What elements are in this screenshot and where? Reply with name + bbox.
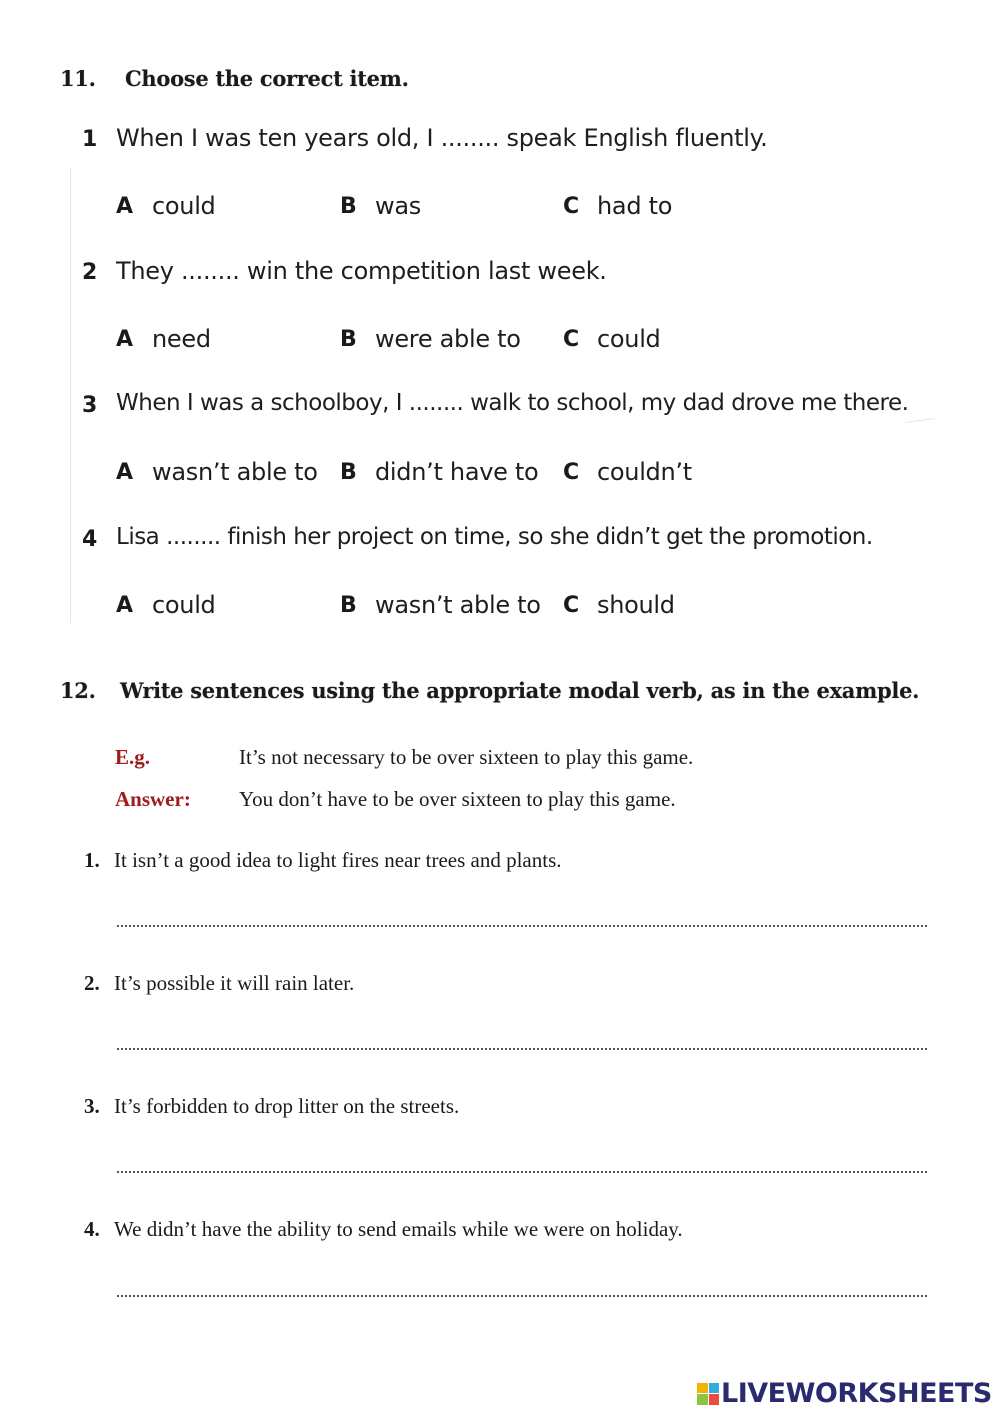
- section-11-title: Choose the correct item.: [125, 66, 409, 91]
- section-11-number: 11.: [60, 66, 96, 91]
- question-2-option-b[interactable]: were able to: [375, 325, 521, 353]
- question-4-text: Lisa ........ finish her project on time, so she didn’t get the promotion.: [116, 524, 873, 550]
- question-3-text: When I was a schoolboy, I ........ walk to school, my dad drove me there.: [116, 390, 909, 416]
- question-2-option-c-letter[interactable]: C: [563, 327, 580, 352]
- logo-text: LIVEWORKSHEETS: [721, 1378, 992, 1409]
- question-2-option-b-letter[interactable]: B: [340, 327, 357, 352]
- question-3-option-c-letter[interactable]: C: [563, 460, 580, 485]
- exercise-4-number: 4.: [84, 1217, 100, 1241]
- section-12-number: 12.: [60, 678, 96, 703]
- question-2-text: They ........ win the competition last week.: [116, 257, 607, 285]
- question-4-option-a[interactable]: could: [152, 591, 216, 619]
- scan-edge-left: [70, 168, 71, 623]
- question-3-option-a-letter[interactable]: A: [116, 460, 134, 485]
- question-2-number: 2: [82, 260, 98, 285]
- question-2-option-a[interactable]: need: [152, 325, 211, 353]
- exercise-2-number: 2.: [84, 971, 100, 995]
- question-1-option-a-letter[interactable]: A: [116, 194, 134, 219]
- section-12-title: Write sentences using the appropriate modal verb, as in the example.: [120, 678, 920, 703]
- exercise-3-text: It’s forbidden to drop litter on the streets.: [114, 1094, 460, 1118]
- question-2-option-a-letter[interactable]: A: [116, 327, 134, 352]
- exercise-1-text: It isn’t a good idea to light fires near trees and plants.: [114, 848, 562, 872]
- question-4-option-b[interactable]: wasn’t able to: [375, 591, 541, 619]
- question-4-option-c-letter[interactable]: C: [563, 593, 580, 618]
- exercise-4-answer-line[interactable]: [117, 1295, 927, 1297]
- question-4-option-b-letter[interactable]: B: [340, 593, 357, 618]
- question-1-option-c-letter[interactable]: C: [563, 194, 580, 219]
- question-3-option-b[interactable]: didn’t have to: [375, 458, 539, 486]
- question-3-option-c[interactable]: couldn’t: [597, 458, 692, 486]
- exercise-4-text: We didn’t have the ability to send emails while we were on holiday.: [114, 1217, 683, 1241]
- question-1-option-c[interactable]: had to: [597, 192, 673, 220]
- exercise-3-number: 3.: [84, 1094, 100, 1118]
- scan-edge-right: [905, 418, 935, 423]
- example-label: E.g.: [115, 745, 151, 769]
- question-1-option-b-letter[interactable]: B: [340, 194, 357, 219]
- answer-label: Answer:: [115, 787, 191, 811]
- exercise-1-number: 1.: [84, 848, 100, 872]
- question-4-option-c[interactable]: should: [597, 591, 675, 619]
- question-1-text: When I was ten years old, I ........ speak English fluently.: [116, 124, 768, 152]
- answer-text: You don’t have to be over sixteen to play this game.: [239, 787, 676, 811]
- question-4-option-a-letter[interactable]: A: [116, 593, 134, 618]
- exercise-2-answer-line[interactable]: [117, 1048, 927, 1050]
- question-1-option-a[interactable]: could: [152, 192, 216, 220]
- example-text: It’s not necessary to be over sixteen to play this game.: [239, 745, 694, 769]
- question-4-number: 4: [82, 527, 98, 552]
- liveworksheets-logo: [697, 1378, 992, 1409]
- question-1-option-b[interactable]: was: [375, 192, 421, 220]
- exercise-2-text: It’s possible it will rain later.: [114, 971, 355, 995]
- exercise-3-answer-line[interactable]: [117, 1171, 927, 1173]
- liveworksheets-logo-icon: [697, 1383, 719, 1405]
- question-3-option-b-letter[interactable]: B: [340, 460, 357, 485]
- question-1-number: 1: [82, 127, 98, 152]
- question-3-number: 3: [82, 393, 98, 418]
- exercise-1-answer-line[interactable]: [117, 925, 927, 927]
- question-3-option-a[interactable]: wasn’t able to: [152, 458, 318, 486]
- question-2-option-c[interactable]: could: [597, 325, 661, 353]
